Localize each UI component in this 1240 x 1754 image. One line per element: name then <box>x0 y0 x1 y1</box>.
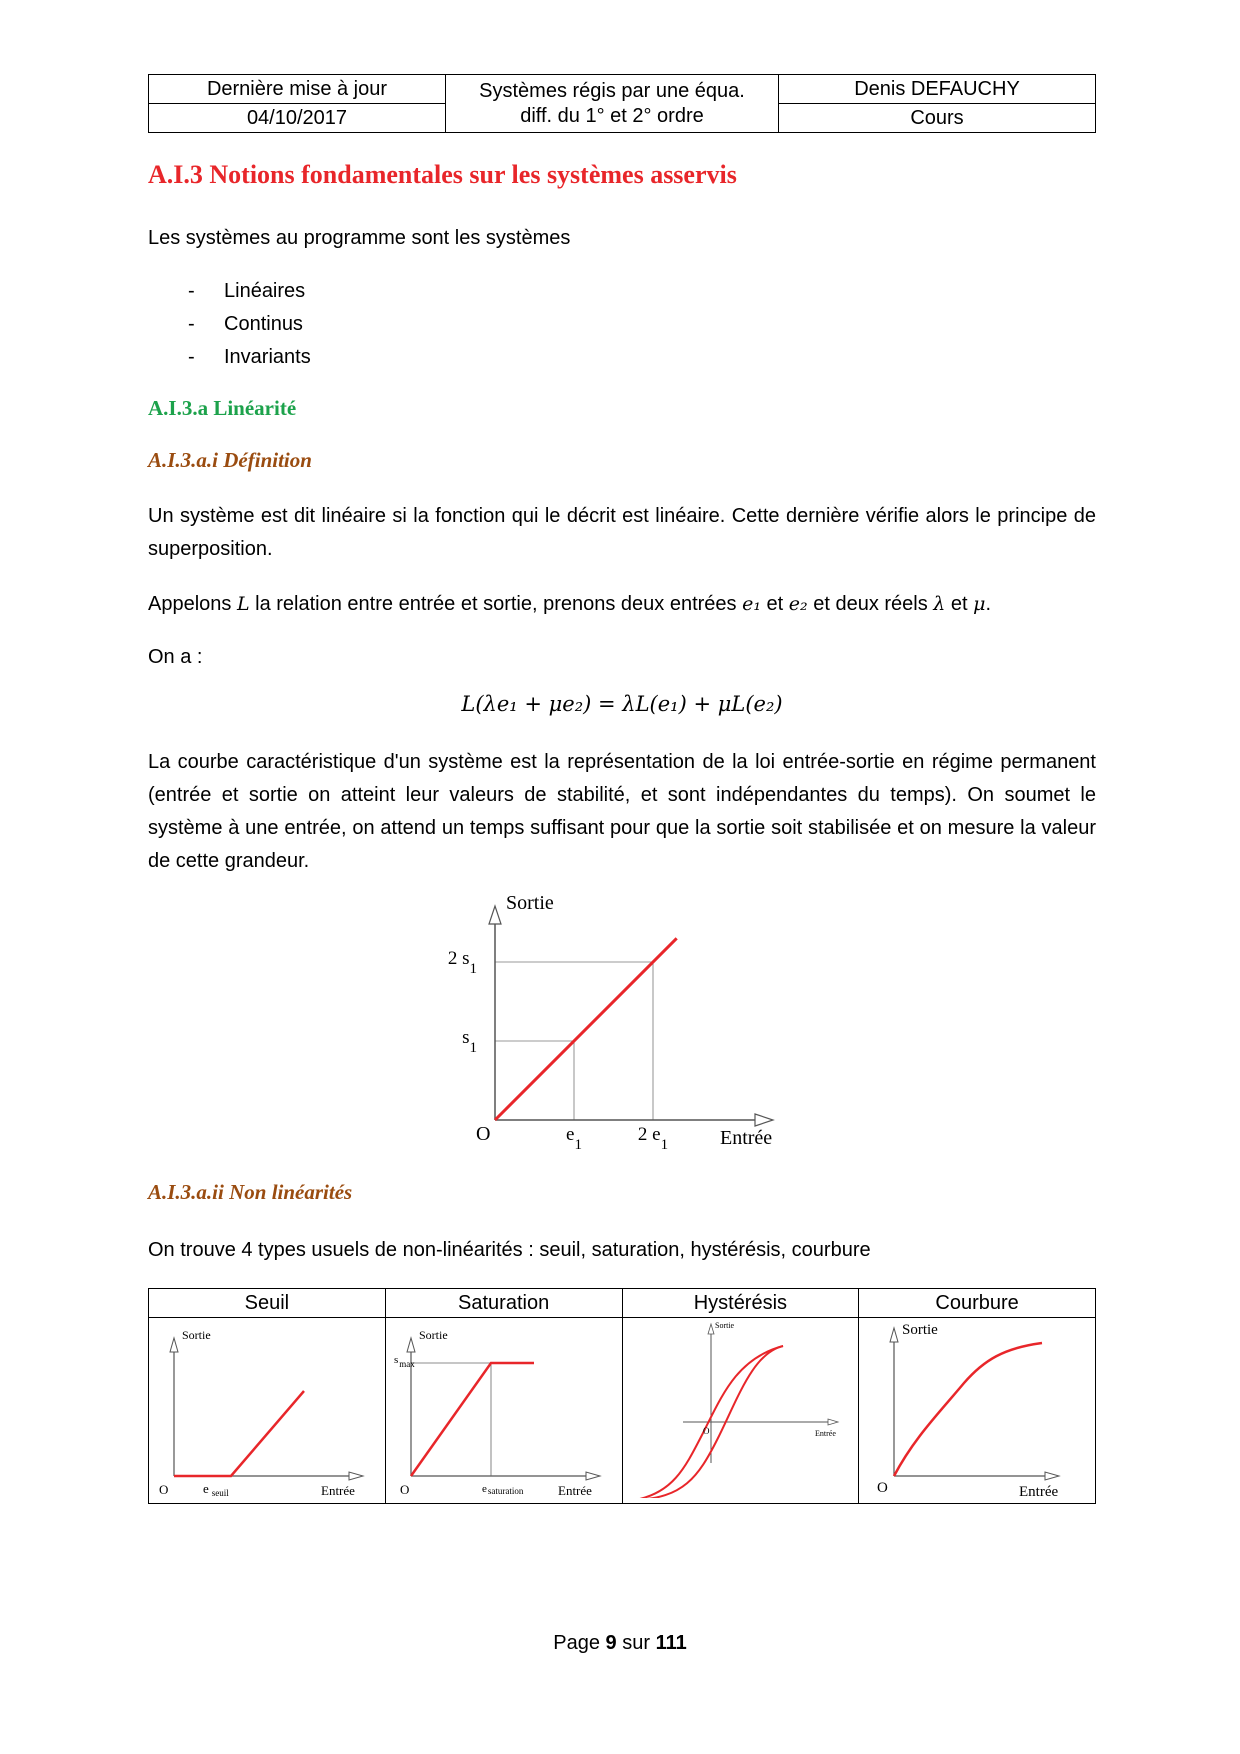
bullet-list <box>148 275 311 374</box>
linear-characteristic-chart <box>440 888 800 1158</box>
x-axis-arrow-icon <box>828 1419 838 1425</box>
cell-courbure <box>859 1318 1096 1504</box>
y-tick-label <box>462 1027 477 1056</box>
tick-sub: seuil <box>211 1488 229 1498</box>
tick-sub: 1 <box>574 1137 582 1153</box>
tick-base: s <box>462 1027 470 1048</box>
bullet-item: - Linéaires <box>148 275 311 308</box>
header-courbure: Courbure <box>859 1289 1096 1318</box>
tick-sub: 1 <box>469 961 477 977</box>
saturation-curve <box>411 1363 534 1476</box>
math-lambda: λ <box>933 593 946 615</box>
math-e2: e₂ <box>788 593 808 615</box>
tick-sub: max <box>399 1359 415 1369</box>
esat-tick-label <box>482 1483 524 1496</box>
x-axis-arrow-icon <box>586 1472 600 1480</box>
superposition-equation: L(λe₁ + μe₂) = λL(e₁) + μL(e₂) <box>461 692 783 716</box>
footer-sep: sur <box>616 1632 656 1654</box>
paragraph-ona: On a : <box>148 646 203 668</box>
series-group <box>495 938 677 1120</box>
page-footer <box>0 1632 1240 1655</box>
origin-label: O <box>702 1426 709 1436</box>
hysteresis-chart <box>623 1318 859 1498</box>
y-axis-label: Sortie <box>506 892 554 914</box>
page-total: 111 <box>655 1632 687 1654</box>
y-axis-label: Sortie <box>714 1321 734 1330</box>
header-type: Cours <box>779 104 1096 133</box>
tick-sub: 1 <box>469 1040 477 1056</box>
tick-base: s <box>393 1354 399 1366</box>
header-date: 04/10/2017 <box>149 104 446 133</box>
origin-label: O <box>476 1123 491 1145</box>
header-title-line1: Systèmes régis par une équa. <box>479 79 745 102</box>
x-axis-label: Entrée <box>1019 1484 1059 1498</box>
paragraph-notation <box>148 588 1096 621</box>
nonlin-title: A.I.3.a.ii Non linéarités <box>148 1180 353 1204</box>
origin-label: O <box>399 1482 410 1497</box>
y-axis-arrow-icon <box>890 1328 898 1342</box>
text: Appelons <box>148 593 237 615</box>
origin-label: O <box>877 1480 889 1496</box>
x-axis-label: Entrée <box>557 1483 592 1498</box>
x-axis-label: Entrée <box>814 1429 836 1438</box>
text: et <box>761 593 789 615</box>
header-saturation: Saturation <box>385 1289 622 1318</box>
bullet-item: - Invariants <box>148 341 311 374</box>
tick-sub: saturation <box>487 1486 524 1496</box>
courbure-curve <box>894 1343 1042 1476</box>
text: . <box>985 593 992 615</box>
header-hysteresis: Hystérésis <box>622 1289 859 1318</box>
y-axis-arrow-icon <box>489 906 501 924</box>
y-axis-label: Sortie <box>182 1328 211 1342</box>
y-axis-arrow-icon <box>170 1338 178 1352</box>
footer-label: Page <box>553 1632 606 1654</box>
cell-hysteresis <box>622 1318 859 1504</box>
tick-sub: 1 <box>660 1137 669 1153</box>
header-update-label: Dernière mise à jour <box>149 75 446 104</box>
x-axis-arrow-icon <box>755 1114 773 1126</box>
y-axis-label: Sortie <box>902 1322 939 1338</box>
courbure-chart <box>859 1318 1095 1498</box>
header-title <box>446 75 779 133</box>
origin-label: O <box>159 1482 169 1497</box>
header-title-line2: diff. du 1° et 2° ordre <box>520 104 704 127</box>
header-author: Denis DEFAUCHY <box>779 75 1096 104</box>
smax-tick-label <box>394 1354 415 1369</box>
x-tick-label <box>638 1124 668 1153</box>
intro-text: Les systèmes au programme sont les systèmes <box>148 227 571 249</box>
text: la relation entre entrée et sortie, prenons deux entrées <box>249 593 743 615</box>
threshold-tick-label <box>203 1481 229 1498</box>
header-seuil: Seuil <box>149 1289 386 1318</box>
x-axis-arrow-icon <box>1045 1472 1059 1480</box>
y-axis-arrow-icon <box>407 1338 415 1352</box>
header-table <box>148 74 1096 133</box>
tick-base: 2 e <box>637 1124 661 1145</box>
text: et <box>945 593 974 615</box>
bullet-item: - Continus <box>148 308 311 341</box>
saturation-chart <box>386 1318 622 1498</box>
nonlinearity-table <box>148 1288 1096 1504</box>
section-title: A.I.3 Notions fondamentales sur les systèmes asservis <box>148 160 737 189</box>
cell-saturation <box>385 1318 622 1504</box>
x-axis-arrow-icon <box>349 1472 363 1480</box>
tick-base: e <box>203 1481 209 1496</box>
definition-title: A.I.3.a.i Définition <box>148 448 312 472</box>
nonlin-intro: On trouve 4 types usuels de non-linéarités : seuil, saturation, hystérésis, courbure <box>148 1239 871 1261</box>
y-axis-label: Sortie <box>418 1328 448 1342</box>
y-tick-label <box>448 948 477 977</box>
tick-base: 2 s <box>447 948 470 969</box>
math-L: L <box>236 593 250 615</box>
math-e1: e₁ <box>742 593 761 615</box>
subsection-title: A.I.3.a Linéarité <box>148 396 297 420</box>
y-axis-arrow-icon <box>708 1324 714 1334</box>
math-mu: μ <box>973 593 986 615</box>
cell-seuil <box>149 1318 386 1504</box>
tick-base: e <box>481 1483 487 1495</box>
paragraph-characteristic: La courbe caractéristique d'un système est la représentation de la loi entrée-sortie en régime permanent (entrée et sortie on atteint leur valeurs de stabilité, et sont indépendantes du temps). On soumet le système à une entrée, on attend un temps suffisant pour que la sortie soit stabilisée et on mesure la valeur de cette grandeur. <box>148 751 1096 872</box>
series-line <box>495 938 677 1120</box>
tick-base: e <box>566 1124 575 1145</box>
x-axis-label: Entrée <box>720 1127 773 1149</box>
seuil-curve <box>174 1391 304 1476</box>
text: et deux réels <box>807 593 934 615</box>
page-number: 9 <box>605 1632 617 1654</box>
x-axis-label: Entrée <box>321 1483 355 1498</box>
paragraph-definition: Un système est dit linéaire si la fonction qui le décrit est linéaire. Cette dernière vérifie alors le principe de superposition. <box>148 505 1096 560</box>
seuil-chart <box>149 1318 385 1498</box>
x-tick-label <box>566 1124 582 1153</box>
